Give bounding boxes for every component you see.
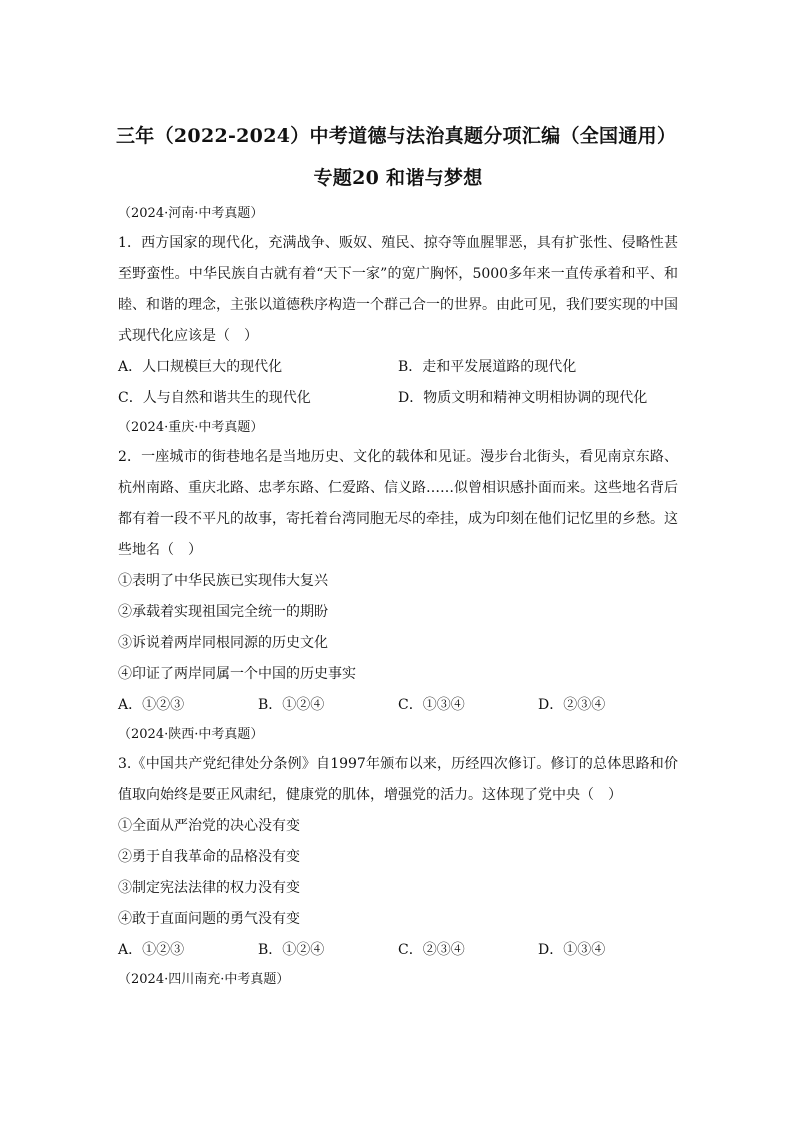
option-d: D．②③④ bbox=[538, 697, 606, 713]
statement-4: ④敢于直面问题的勇气没有变 bbox=[118, 911, 300, 927]
question-3 bbox=[118, 721, 678, 966]
question-stem: 2．一座城市的街巷地名是当地历史、文化的载体和见证。漫步台北街头，看见南京东路、杭州南路、重庆北路、忠孝东路、仁爱路、信义路……似曾相识感扑面而来。这些地名背后都有着一段不平凡的故事，寄托着台湾同胞无尽的牵挂，成为印刻在他们记忆里的乡愁。这些地名（ ） bbox=[118, 449, 678, 558]
option-c: C．②③④ bbox=[398, 942, 465, 958]
option-c: C．人与自然和谐共生的现代化 bbox=[118, 390, 311, 406]
question-source: （2024·陕西·中考真题） bbox=[118, 727, 264, 742]
option-b: B．走和平发展道路的现代化 bbox=[398, 359, 577, 375]
options-row bbox=[118, 352, 678, 383]
statement-4: ④印证了两岸同属一个中国的历史事实 bbox=[118, 666, 356, 682]
statement-3: ③制定宪法法律的权力没有变 bbox=[118, 880, 300, 896]
options-row bbox=[118, 690, 678, 721]
option-d: D．①③④ bbox=[538, 942, 606, 958]
option-d: D．物质文明和精神文明相协调的现代化 bbox=[398, 390, 648, 406]
question-stem: 1．西方国家的现代化，充满战争、贩奴、殖民、掠夺等血腥罪恶，具有扩张性、侵略性甚至野蛮性。中华民族自古就有着“天下一家”的宽广胸怀，5000多年来一直传承着和平、和睦、和谐的理念，主张以道德秩序构造一个群己合一的世界。由此可见，我们要实现的中国式现代化应该是（ ） bbox=[118, 235, 678, 344]
option-b: B．①②④ bbox=[258, 697, 325, 713]
question-source: （2024·四川南充·中考真题） bbox=[118, 972, 290, 987]
option-c: C．①③④ bbox=[398, 697, 465, 713]
question-1 bbox=[118, 200, 678, 414]
question-stem: 3.《中国共产党纪律处分条例》自1997年颁布以来，历经四次修订。修订的总体思路和价值取向始终是要正风肃纪，健康党的肌体，增强党的活力。这体现了党中央（ ） bbox=[118, 756, 678, 803]
question-source: （2024·河南·中考真题） bbox=[118, 206, 264, 221]
question-source: （2024·重庆·中考真题） bbox=[118, 420, 264, 435]
statement-2: ②勇于自我革命的品格没有变 bbox=[118, 849, 300, 865]
document-title: 三年（2022-2024）中考道德与法治真题分项汇编（全国通用） bbox=[116, 125, 677, 147]
options-row bbox=[118, 383, 678, 414]
statement-3: ③诉说着两岸同根同源的历史文化 bbox=[118, 635, 328, 651]
option-b: B．①②④ bbox=[258, 942, 325, 958]
option-a: A．①②③ bbox=[118, 697, 185, 713]
statement-1: ①全面从严治党的决心没有变 bbox=[118, 818, 300, 834]
exam-page bbox=[118, 118, 678, 994]
topic-title: 专题20 和谐与梦想 bbox=[313, 167, 483, 189]
options-row bbox=[118, 935, 678, 966]
statement-1: ①表明了中华民族已实现伟大复兴 bbox=[118, 573, 328, 589]
question-4 bbox=[118, 966, 678, 994]
statement-2: ②承载着实现祖国完全统一的期盼 bbox=[118, 604, 328, 620]
option-a: A．①②③ bbox=[118, 942, 185, 958]
option-a: A．人口规模巨大的现代化 bbox=[118, 359, 283, 375]
question-2 bbox=[118, 414, 678, 721]
